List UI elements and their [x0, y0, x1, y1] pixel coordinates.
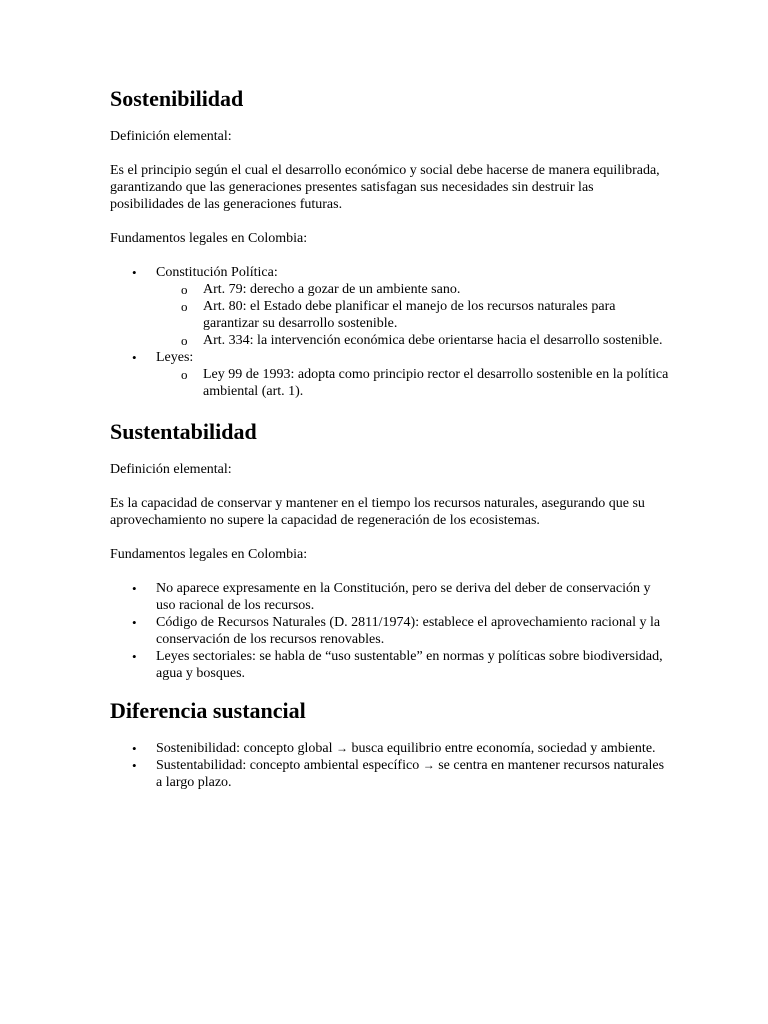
legal-list — [110, 264, 670, 400]
legal-label: Fundamentos legales en Colombia: — [110, 547, 308, 562]
sublist — [156, 281, 670, 349]
arrow-right-icon: → — [336, 741, 349, 755]
bullet-icon: • — [132, 265, 137, 280]
list-item — [110, 264, 670, 349]
document-page — [110, 84, 670, 791]
bullet-icon: • — [132, 649, 137, 664]
sublist-item — [156, 298, 670, 332]
list-item — [110, 580, 670, 614]
heading-sostenibilidad: Sostenibilidad — [110, 86, 244, 111]
sublist-item — [156, 281, 670, 298]
sublist-item-text: Ley 99 de 1993: adopta como principio rector el desarrollo sostenible en la política ambiental (art. 1). — [203, 367, 669, 399]
sublist-item-text: Art. 79: derecho a gozar de un ambiente sano. — [203, 282, 461, 297]
bullet-icon: • — [132, 758, 137, 773]
sublist-item-text: Art. 334: la intervención económica debe orientarse hacia el desarrollo sostenible. — [203, 333, 663, 348]
circle-bullet-icon: o — [181, 333, 188, 348]
bullet-icon: • — [132, 581, 137, 596]
arrow-right-icon: → — [422, 758, 435, 772]
circle-bullet-icon: o — [181, 299, 188, 314]
list-item-text-start: Sostenibilidad: concepto global — [156, 741, 333, 756]
list-item — [110, 614, 670, 648]
list-item-text-end: busca equilibrio entre economía, sociedad y ambiente. — [351, 741, 656, 756]
sublist — [156, 366, 670, 400]
list-item — [110, 648, 670, 682]
definition-text: Es la capacidad de conservar y mantener en el tiempo los recursos naturales, asegurando que su aprovechamiento no supere la capacidad de regeneración de los ecosistemas. — [110, 496, 645, 528]
list-item — [110, 757, 670, 791]
definition-text: Es el principio según el cual el desarrollo económico y social debe hacerse de manera equilibrada, garantizando que las generaciones presentes satisfagan sus necesidades sin destruir las posibilidades de las generaciones futuras. — [110, 163, 660, 212]
difference-list — [110, 740, 670, 791]
sublist-item-text: Art. 80: el Estado debe planificar el manejo de los recursos naturales para garantizar su desarrollo sostenible. — [203, 299, 616, 331]
legal-list — [110, 580, 670, 682]
definition-label: Definición elemental: — [110, 129, 232, 144]
list-item — [110, 349, 670, 400]
list-item — [110, 740, 670, 757]
bullet-icon: • — [132, 350, 137, 365]
sublist-item — [156, 366, 670, 400]
heading-sustentabilidad: Sustentabilidad — [110, 419, 257, 444]
bullet-icon: • — [132, 741, 137, 756]
list-item-label: Constitución Política: — [156, 265, 278, 280]
sublist-item — [156, 332, 670, 349]
list-item-text-start: Sustentabilidad: concepto ambiental específico — [156, 758, 420, 773]
list-item-label: Leyes: — [156, 350, 194, 365]
circle-bullet-icon: o — [181, 282, 188, 297]
bullet-icon: • — [132, 615, 137, 630]
list-item-text: Código de Recursos Naturales (D. 2811/1974): establece el aprovechamiento racional y la conservación de los recursos renovables. — [156, 615, 661, 647]
heading-diferencia: Diferencia sustancial — [110, 698, 306, 723]
circle-bullet-icon: o — [181, 367, 188, 382]
legal-label: Fundamentos legales en Colombia: — [110, 231, 308, 246]
definition-label: Definición elemental: — [110, 462, 232, 477]
list-item-text-end: se centra en mantener recursos naturales a largo plazo. — [156, 758, 665, 790]
list-item-text: No aparece expresamente en la Constitución, pero se deriva del deber de conservación y uso racional de los recursos. — [156, 581, 651, 613]
list-item-text: Leyes sectoriales: se habla de “uso sustentable” en normas y políticas sobre biodiversidad, agua y bosques. — [156, 649, 663, 681]
